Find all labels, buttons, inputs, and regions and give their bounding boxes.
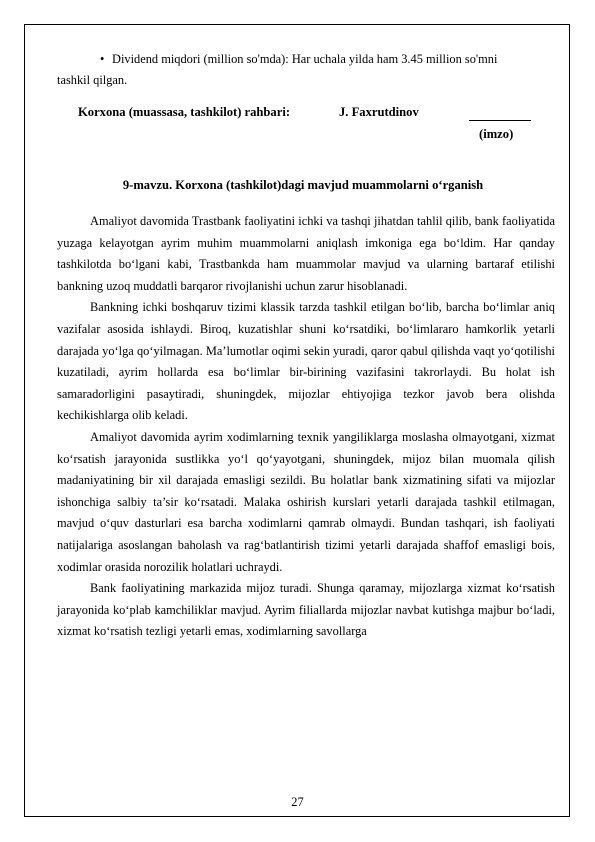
imzo-label: (imzo) xyxy=(479,127,514,141)
imzo-row xyxy=(57,127,555,145)
page-content xyxy=(57,49,555,643)
bullet-symbol: • xyxy=(100,52,105,66)
signature-line xyxy=(469,120,531,121)
paragraph-4: Bank faoliyatining markazida mijoz turadi. Shunga qaramay, mijozlarga xizmat ko‘rsatish jarayonida ko‘plab kamchiliklar mavjud. Ayrim filiallarda mijozlar navbat kutishga majbur bo‘ladi, xizmat ko‘rsatish tezligi yetarli emas, xodimlarning savollarga xyxy=(57,581,555,639)
signature-row xyxy=(57,105,555,127)
bullet-text-line2: tashkil qilgan. xyxy=(57,73,128,87)
bullet-text-line1: Dividend miqdori (million so'mda): Har uchala yilda ham 3.45 million so'mni xyxy=(112,52,498,66)
page-number: 27 xyxy=(291,795,304,809)
paragraph-3: Amaliyot davomida ayrim xodimlarning texnik yangiliklarga moslasha olmayotgani, xizmat ko‘rsatish jarayonida sustlikka yo‘l qo‘yayotgani, shuningdek, mijoz bilan muomala qilish madaniyatining bir xil darajada emasligi sezildi. Bu holatlar bank xizmatining sifati va mijozlar ishonchiga salbiy ta’sir ko‘rsatadi. Malaka oshirish kurslari yetarli darajada tashkil etilmagan, mavjud o‘quv dasturlari esa barcha xodimlarni qamrab olmaydi. Bundan tashqari, ish faoliyati natijalariga asoslangan baholash va rag‘batlantirish tizimi yetarli darajada shaffof emasligi bois, xodimlar orasida norozilik holatlari uchraydi. xyxy=(57,429,555,574)
section-heading: 9-mavzu. Korxona (tashkilot)dagi mavjud muammolarni o‘rganish xyxy=(122,178,484,192)
paragraph-2: Bankning ichki boshqaruv tizimi klassik tarzda tashkil etilgan bo‘lib, barcha bo‘limlar aniq vazifalar asosida ishlaydi. Biroq, kuzatishlar shuni ko‘rsatdiki, bo‘limlararo hamkorlik yetarli darajada yo‘lga qo‘yilmagan. Ma’lumotlar oqimi sekin yuradi, qaror qabul qilishda vaqt yo‘qotilishi kuzatiladi, ayrim hollarda esa bo‘limlar bir-birining vazifasini takrorlaydi. Bu holat ish samaradorligini pasaytiradi, shuningdek, mijozlar ehtiyojiga tezkor javob bera olishda kechikishlarga olib keladi. xyxy=(57,300,555,423)
director-name: J. Faxrutdinov xyxy=(339,105,419,119)
paragraph-1: Amaliyot davomida Trastbank faoliyatini ichki va tashqi jihatdan tahlil qilib, bank faoliyatida yuzaga kelayotgan ayrim muhim muammolarni aniqlash imkoniga ega bo‘ldim. Har qanday tashkilotda bo‘lgani kabi, Trastbankda ham muammolar mavjud va ularning bartaraf etilishi bankning uzoq muddatli barqaror rivojlanishi uchun zarur hisoblanadi. xyxy=(57,214,555,293)
bullet-item xyxy=(57,49,555,70)
director-label: Korxona (muassasa, tashkilot) rahbari: xyxy=(78,105,291,119)
